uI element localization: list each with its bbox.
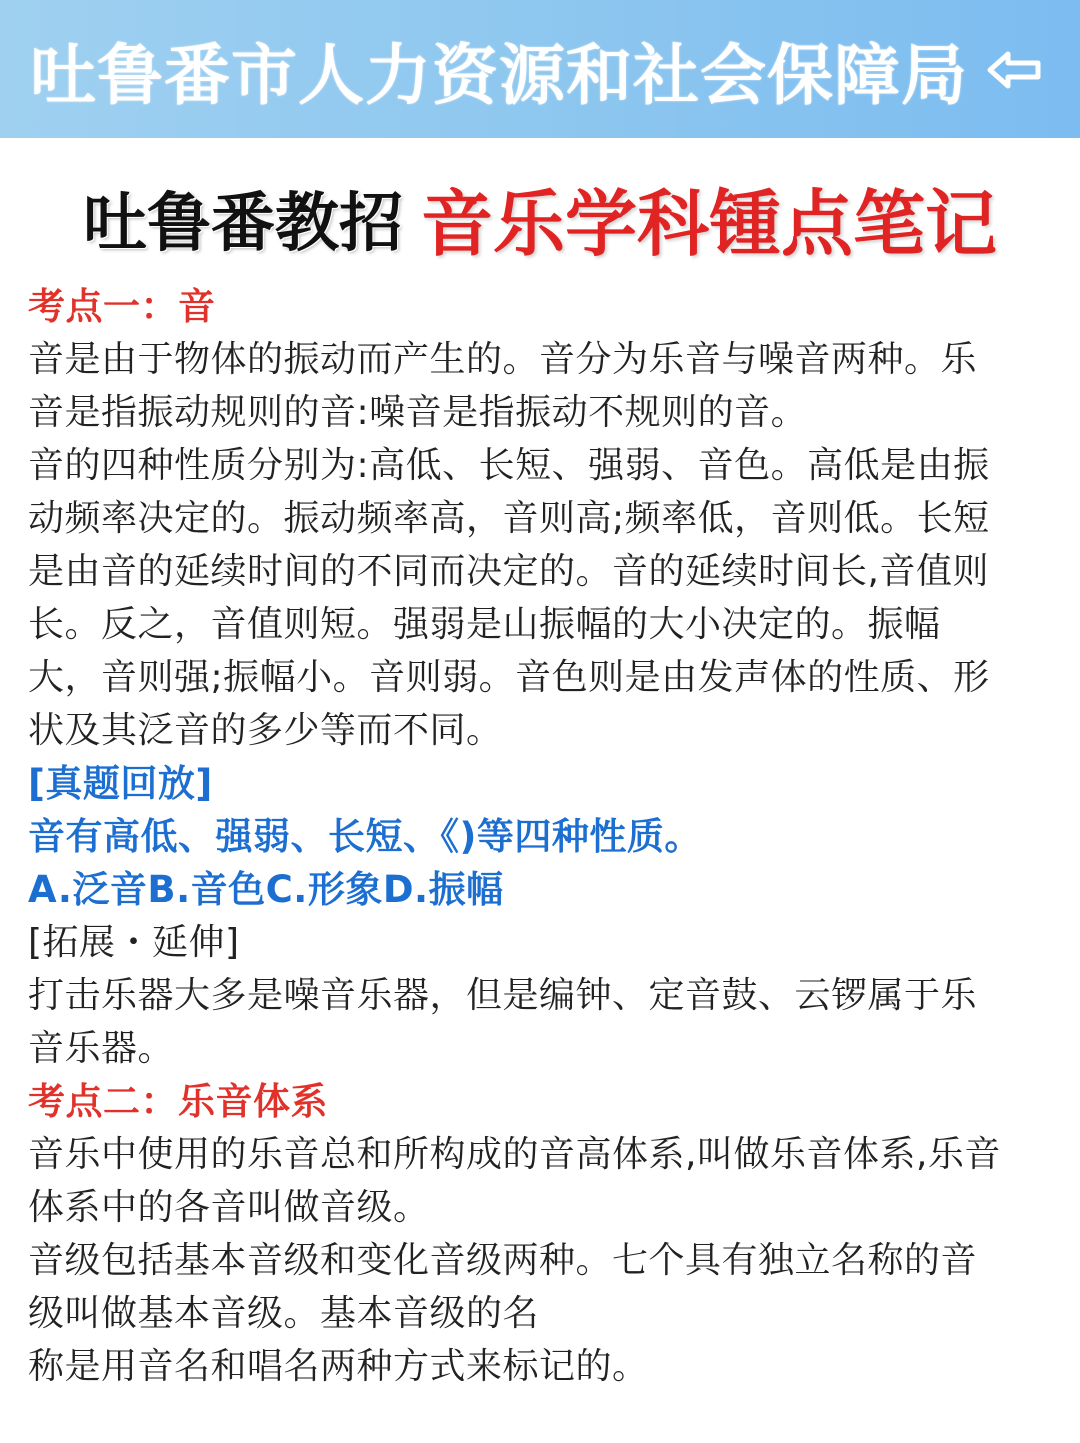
exam-question-line: [真题回放] bbox=[28, 762, 213, 805]
text-line: 打击乐器大多是噪音乐器，但是编钟、定音鼓、云锣属于乐 bbox=[28, 975, 978, 1016]
text-line: 音乐中使用的乐音总和所构成的音高体系,叫做乐音体系,乐音 bbox=[28, 1134, 1001, 1175]
text-line: [拓展・延伸] bbox=[28, 922, 240, 963]
exam-question-line: 音有高低、强弱、长短、《)等四种性质。 bbox=[28, 815, 702, 858]
text-line: 音是指振动规则的音:噪音是指振动不规则的音。 bbox=[28, 392, 808, 433]
text-line: 音的四种性质分别为:高低、长短、强弱、音色。高低是由振 bbox=[28, 445, 990, 486]
headline bbox=[0, 170, 1080, 266]
text-line: 级叫做基本音级。基本音级的名 bbox=[28, 1293, 540, 1334]
text-line: 体系中的各音叫做音级。 bbox=[28, 1187, 430, 1228]
top-banner bbox=[0, 0, 1080, 138]
text-line: 称是用音名和唱名两种方式来标记的。 bbox=[28, 1346, 649, 1387]
notes-content bbox=[28, 280, 1058, 1393]
banner-title: 吐鲁番市人力资源和社会保障局 bbox=[30, 36, 968, 114]
text-line: 音乐器。 bbox=[28, 1028, 175, 1069]
exam-question-line: A.泛音B.音色C.形象D.振幅 bbox=[28, 868, 504, 911]
text-line: 状及其泛音的多少等而不同。 bbox=[28, 710, 503, 751]
text-line: 音级包括基本音级和变化音级两种。七个具有独立名称的音 bbox=[28, 1240, 978, 1281]
left-arrow-icon[interactable] bbox=[980, 40, 1050, 100]
text-line: 音是由于物体的振动而产生的。音分为乐音与噪音两种。乐 bbox=[28, 339, 978, 380]
text-line: 大，音则强;振幅小。音则弱。音色则是由发声体的性质、形 bbox=[28, 657, 990, 698]
text-line: 动频率决定的。振动频率高，音则高;频率低，音则低。长短 bbox=[28, 498, 990, 539]
section-heading: 考点一：音 bbox=[28, 285, 216, 328]
text-line: 长。反之，音值则短。强弱是山振幅的大小决定的。振幅 bbox=[28, 604, 941, 645]
headline-right: 音乐学科锺点笔记 bbox=[420, 181, 997, 266]
section-heading: 考点二：乐音体系 bbox=[28, 1080, 328, 1123]
headline-left: 吐鲁番教招 bbox=[82, 186, 403, 261]
text-line: 是由音的延续时间的不同而决定的。音的延续时间长,音值则 bbox=[28, 551, 989, 592]
